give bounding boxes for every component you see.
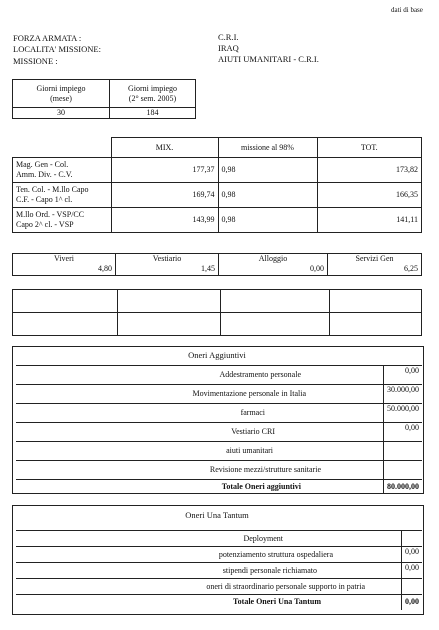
oneri-row-label: farmaci xyxy=(16,404,384,423)
tantum-row-value: 0,00 xyxy=(402,563,423,579)
oneri-row xyxy=(16,423,422,442)
empty-cell xyxy=(13,290,118,313)
servizi-value: 6,25 xyxy=(328,264,422,275)
oneri-row-value: 0,00 xyxy=(384,423,423,442)
tantum-row xyxy=(16,579,422,595)
empty-cell xyxy=(330,290,422,313)
vestiario-header: Vestiario xyxy=(116,254,219,265)
mix-table xyxy=(12,137,422,233)
mix-row-label: Ten. Col. - M.llo Capo C.F. - Capo 1^ cl. xyxy=(13,183,112,208)
mix-row-tot: 166,35 xyxy=(317,183,422,208)
vestiario-value: 1,45 xyxy=(116,264,219,275)
oneri-row xyxy=(16,404,422,423)
oneri-row-label: Vestiario CRI xyxy=(16,423,384,442)
servizi-header: Servizi Gen xyxy=(328,254,422,265)
forza-armata-value: C.R.I. xyxy=(218,32,239,42)
viveri-value: 4,80 xyxy=(13,264,116,275)
oneri-row-value: 50.000,00 xyxy=(384,404,423,423)
tot-header: TOT. xyxy=(317,138,422,158)
oneri-total-row xyxy=(16,480,422,494)
tantum-row-label: stipendi personale richiamato xyxy=(16,563,402,579)
localita-label: LOCALITA' MISSIONE: xyxy=(13,44,101,54)
oneri-row-label: Addestramento personale xyxy=(16,366,384,385)
empty-cell xyxy=(118,290,221,313)
oneri-row-label: Movimentazione personale in Italia xyxy=(16,385,384,404)
tantum-total-row xyxy=(16,595,422,610)
oneri-row-label: Revisione mezzi/strutture sanitarie xyxy=(16,461,384,480)
empty-cell xyxy=(118,313,221,336)
oneri-aggiuntivi-title: Oneri Aggiuntivi xyxy=(188,350,246,360)
viveri-table xyxy=(12,253,422,276)
mix-row-perc: 0,98 xyxy=(218,208,317,233)
oneri-row-value xyxy=(384,461,423,480)
empty-cell xyxy=(221,290,330,313)
corner-label: dati di base xyxy=(391,6,423,14)
tantum-total-label: Totale Oneri Una Tantum xyxy=(16,595,402,610)
perc-header: missione al 98% xyxy=(218,138,317,158)
tantum-row-value: 0,00 xyxy=(402,547,423,563)
oneri-row xyxy=(16,442,422,461)
giorni-header-sem: Giorni impiego (2° sem. 2005) xyxy=(110,80,196,108)
oneri-una-tantum-title: Oneri Una Tantum xyxy=(185,510,249,520)
tantum-row xyxy=(16,531,422,547)
missione-label: MISSIONE : xyxy=(13,56,58,66)
oneri-row xyxy=(16,385,422,404)
mix-row-perc: 0,98 xyxy=(218,158,317,183)
oneri-row-value xyxy=(384,442,423,461)
tantum-row-label: potenziamento struttura ospedaliera xyxy=(16,547,402,563)
oneri-row xyxy=(16,366,422,385)
tantum-row xyxy=(16,547,422,563)
empty-cell xyxy=(13,313,118,336)
mix-row-label: M.llo Ord. - VSP/CC Capo 2^ cl. - VSP xyxy=(13,208,112,233)
forza-armata-label: FORZA ARMATA : xyxy=(13,33,82,43)
empty-cell xyxy=(221,313,330,336)
mix-row-mix: 143,99 xyxy=(111,208,218,233)
oneri-aggiuntivi-table xyxy=(16,365,422,494)
mix-row-tot: 141,11 xyxy=(317,208,422,233)
mix-row xyxy=(13,183,422,208)
mix-row-perc: 0,98 xyxy=(218,183,317,208)
alloggio-value: 0,00 xyxy=(219,264,328,275)
tantum-row-label: oneri di straordinario personale supporto in patria xyxy=(16,579,402,595)
oneri-row-value: 30.000,00 xyxy=(384,385,423,404)
mix-row-tot: 173,82 xyxy=(317,158,422,183)
mix-row-mix: 177,37 xyxy=(111,158,218,183)
oneri-row-label: aiuti umanitari xyxy=(16,442,384,461)
mix-header: MIX. xyxy=(111,138,218,158)
empty-grid xyxy=(12,289,422,336)
oneri-row xyxy=(16,461,422,480)
oneri-total-value: 80.000,00 xyxy=(384,480,423,494)
mix-row xyxy=(13,158,422,183)
tantum-row-label: Deployment xyxy=(16,531,402,547)
mix-empty-cell xyxy=(13,138,112,158)
tantum-total-value: 0,00 xyxy=(402,595,423,610)
alloggio-header: Alloggio xyxy=(219,254,328,265)
giorni-header-mese: Giorni impiego (mese) xyxy=(13,80,110,108)
oneri-row-value: 0,00 xyxy=(384,366,423,385)
giorni-value-mese: 30 xyxy=(13,108,110,119)
mix-row xyxy=(13,208,422,233)
tantum-row-value xyxy=(402,579,423,595)
giorni-table xyxy=(12,79,196,119)
tantum-row-value xyxy=(402,531,423,547)
missione-value: AIUTI UMANITARI - C.R.I. xyxy=(218,54,319,64)
oneri-una-tantum-table xyxy=(16,530,422,610)
giorni-value-sem: 184 xyxy=(110,108,196,119)
empty-cell xyxy=(330,313,422,336)
oneri-total-label: Totale Oneri aggiuntivi xyxy=(16,480,384,494)
mix-row-label: Mag. Gen - Col. Amm. Div. - C.V. xyxy=(13,158,112,183)
localita-value: IRAQ xyxy=(218,43,239,53)
viveri-header: Viveri xyxy=(13,254,116,265)
tantum-row xyxy=(16,563,422,579)
mix-row-mix: 169,74 xyxy=(111,183,218,208)
